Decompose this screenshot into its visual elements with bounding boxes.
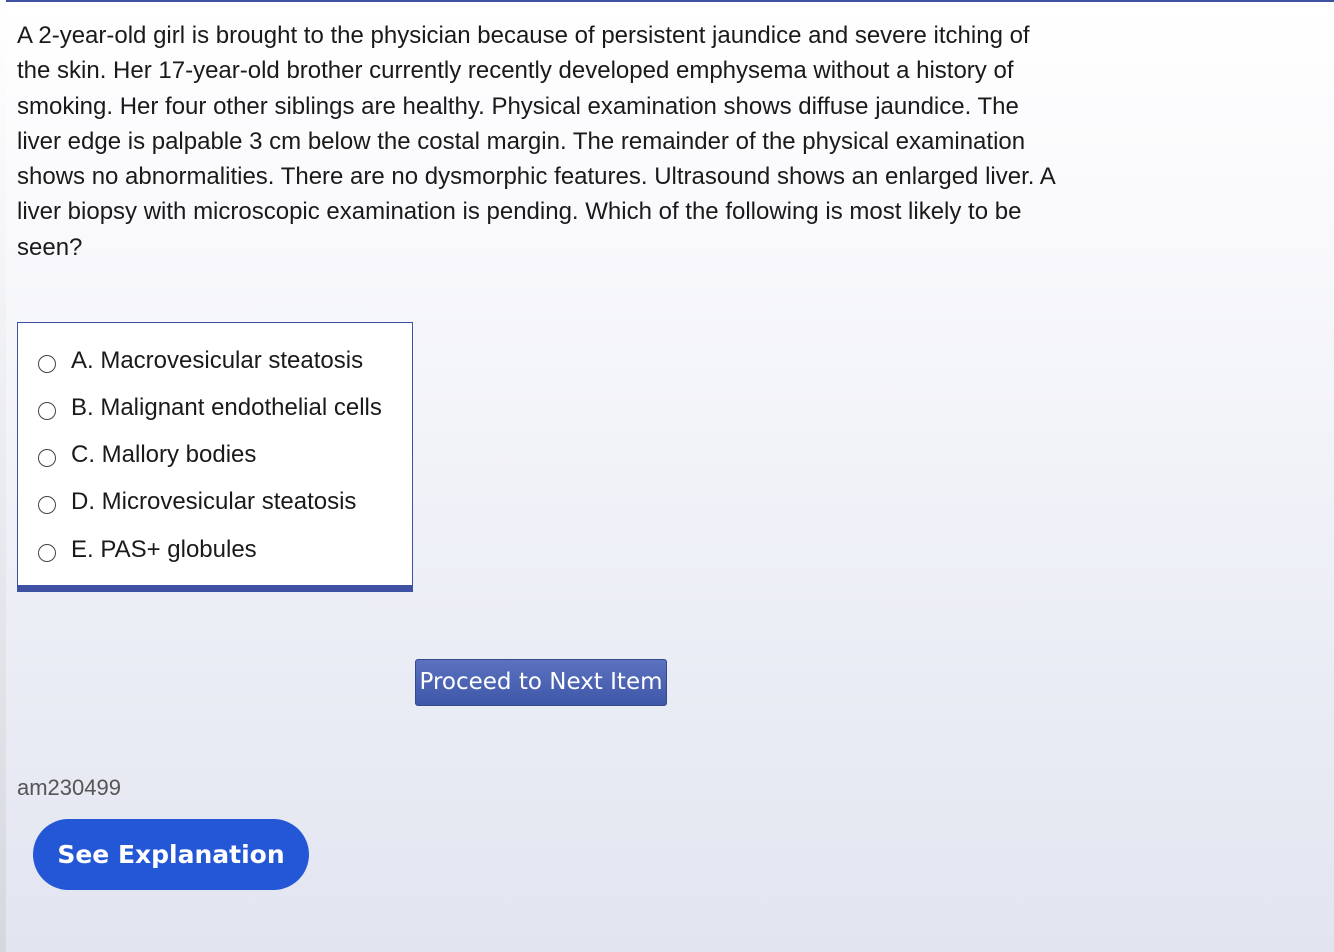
answer-option-label: C. Mallory bodies	[71, 441, 257, 468]
radio-button-icon[interactable]	[38, 496, 56, 514]
radio-button-icon[interactable]	[38, 355, 56, 373]
answer-option-d[interactable]	[38, 482, 356, 522]
answer-option-label: B. Malignant endothelial cells	[71, 394, 382, 421]
answer-option-label: D. Microvesicular steatosis	[71, 488, 357, 515]
top-border	[0, 0, 1334, 2]
answer-option-b[interactable]	[38, 388, 382, 428]
question-stem: A 2-year-old girl is brought to the physician because of persistent jaundice and severe itching of the skin. Her 17-year-old brother currently recently developed emphysema without a history of smoking. Her four other siblings are healthy. Physical examination shows diffuse jaundice. The liver edge is palpable 3 cm below the costal margin. The remainder of the physical examination shows no abnormalities. There are no dysmorphic features. Ultrasound shows an enlarged liver. A liver biopsy with microscopic examination is pending. Which of the following is most likely to be seen?	[17, 22, 1055, 261]
proceed-to-next-item-button[interactable]: Proceed to Next Item	[415, 659, 667, 706]
answer-option-a[interactable]	[38, 341, 363, 381]
item-id: am230499	[17, 775, 121, 800]
radio-button-icon[interactable]	[38, 449, 56, 467]
left-border	[0, 0, 6, 952]
answer-option-label: E. PAS+ globules	[71, 536, 257, 563]
answer-option-label: A. Macrovesicular steatosis	[71, 347, 364, 374]
answer-option-e[interactable]	[38, 530, 257, 570]
radio-button-icon[interactable]	[38, 402, 56, 420]
answer-choices	[17, 322, 413, 592]
answer-option-c[interactable]	[38, 435, 256, 475]
see-explanation-button[interactable]: See Explanation	[33, 819, 309, 890]
radio-button-icon[interactable]	[38, 544, 56, 562]
